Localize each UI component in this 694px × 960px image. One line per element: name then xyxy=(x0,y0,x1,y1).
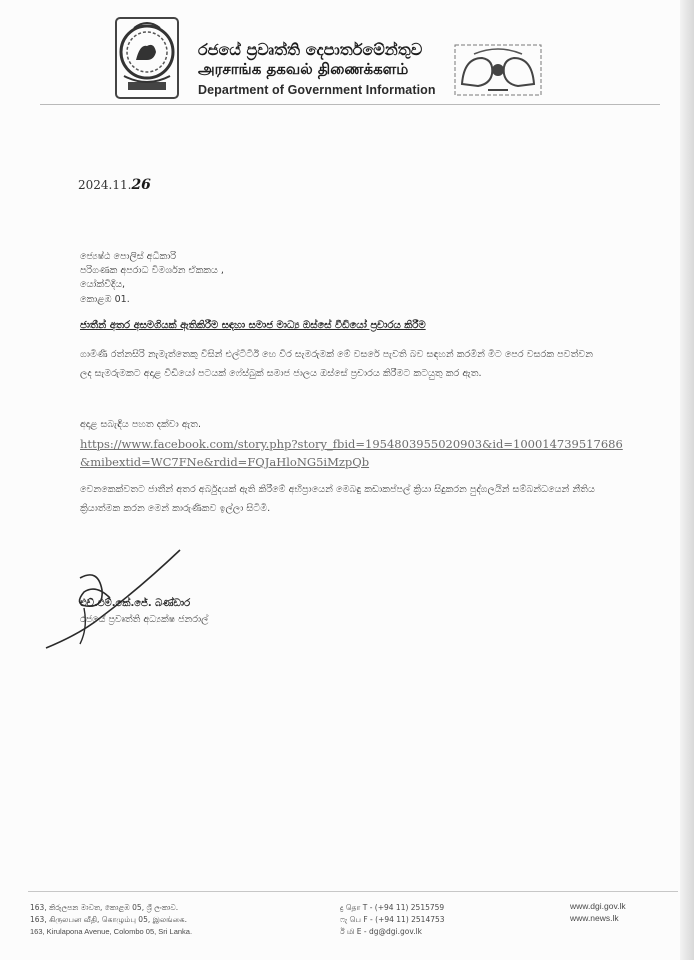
department-name-english: Department of Government Information xyxy=(198,83,436,97)
facebook-link-line-1[interactable]: https://www.facebook.com/story.php?story_fbid=1954803955020903&id=100014739517686 xyxy=(80,437,623,451)
department-name-tamil: அரசாங்க தகவல் திணைக்களம் xyxy=(198,60,409,78)
footer-website-news[interactable]: www.news.lk xyxy=(570,913,619,923)
footer-divider xyxy=(28,891,678,892)
date-printed: 2024.11. xyxy=(78,178,132,192)
signatory-name: එච්.එම්.කේ.ජේ. බණ්ඩාර xyxy=(80,598,191,609)
letter-subject: ජාතීන් අතර අසමගියක් ඇතිකිරීම සඳහා සමාජ මාධ්‍ය ඔස්සේ වීඩියෝ ප්‍රචාරය කිරීම xyxy=(80,320,426,331)
footer-email[interactable]: ඊ மி E - dg@dgi.gov.lk xyxy=(340,927,423,936)
department-logo-icon xyxy=(454,44,542,96)
address-line: පරිගණක අපරාධ විමර්ශන ඒකකය , xyxy=(80,265,224,276)
address-line: යෝක්වීදිය, xyxy=(80,279,126,290)
footer-address-tamil: 163, கிருலபன வீதி, கொழும்பு 05, இலங்கை. xyxy=(30,915,187,924)
date-handwritten: 26 xyxy=(131,177,151,193)
footer-address-sinhala: 163, කිරුලපන මාවත, කොළඹ 05, ශ්‍රී ලංකාව. xyxy=(30,903,179,912)
facebook-link-line-2[interactable]: &mibextid=WC7FNe&rdid=FQJaHloNG5iMzpQb xyxy=(80,455,370,469)
paragraph-3: වෙනකෙක්වතට ජාතීන් අතර අර්බුදයක් ඇති කිරීමේ අභිප්‍රායෙන් මෙබඳු කඩාකප්පල් ක්‍රියා සිදුකරන පුද්ගලයින් සම්බන්ධයෙන් නීතිය ක්‍රියාත්මක කරන මෙන් කාරුණිකව ඉල්ලා සිටිමි. xyxy=(80,484,595,514)
letter-date xyxy=(78,177,151,193)
department-name-sinhala: රජයේ ප්‍රවෘත්ති දෙපාර්තමේන්තුව xyxy=(198,40,423,59)
page-edge-shadow xyxy=(680,0,694,960)
signatory-title: රජයේ ප්‍රවෘත්ති අධ්‍යක්ෂ ජනරාල් xyxy=(80,614,209,625)
header-divider xyxy=(40,104,660,105)
address-line: කොළඹ 01. xyxy=(80,294,130,305)
paragraph-1: ගාමිණී රත්නසිරි නැමැත්තෙකු විසින් එල්ටීටීඊ හෙ වීර සැමරුමක් මේ වසරේ පැවති බව සඳහන් කරමින් මීට පෙර වසරක පවත්වන ලද සැමරුමකට අදාළ වීඩියෝ පටයක් ෆේස්බුක් සමාජ ජාලය ඔස්සේ ප්‍රචාරය කිරීමට කටයුතු කර ඇත. xyxy=(80,349,594,379)
national-emblem-icon xyxy=(114,16,180,100)
footer-phone: දු தொ T - (+94 11) 2515759 xyxy=(340,903,445,912)
footer-website-dgi[interactable]: www.dgi.gov.lk xyxy=(570,901,626,911)
address-line: ජ්‍යෙෂ්ඨ පොලිස් අධිකාරි xyxy=(80,251,177,262)
footer-address-english: 163, Kirulapona Avenue, Colombo 05, Sri Lanka. xyxy=(30,927,193,936)
paragraph-2: අදාළ සබැඳිය පහත දක්වා ඇත. xyxy=(80,419,202,430)
footer-fax: ෆැ பெ F - (+94 11) 2514753 xyxy=(340,915,445,924)
